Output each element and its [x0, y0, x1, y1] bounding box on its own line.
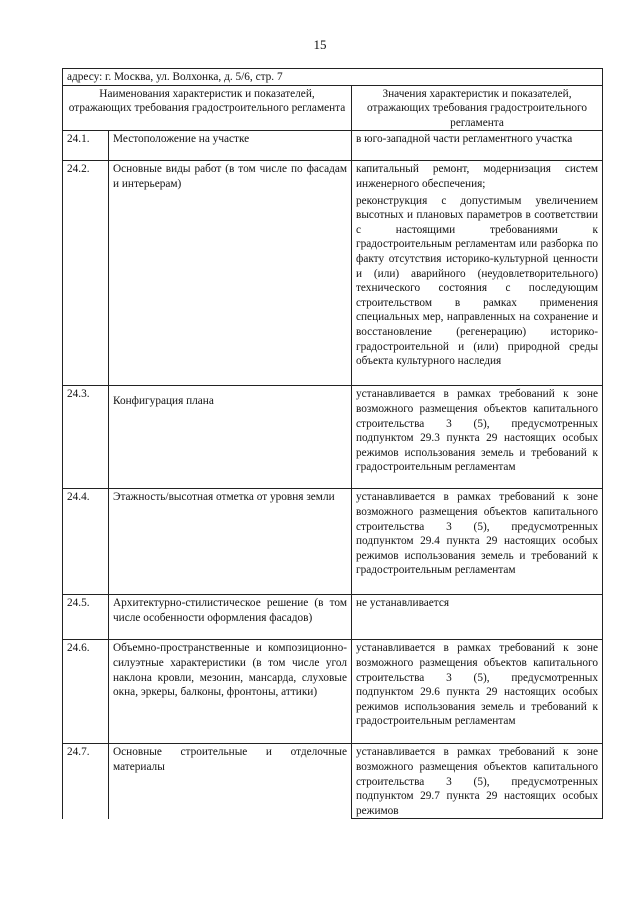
- header-left: Наименования характеристик и показателей, отражающих требования градостроительного регламента: [63, 85, 352, 131]
- table-row: [63, 640, 603, 744]
- row-value: [352, 640, 603, 744]
- row-value: [352, 744, 603, 819]
- value-paragraph: реконструкция с допустимым увеличением высотных и плановых параметров в соответствии с настоящими требованиями к градостроительным регламентам или разборка по факту отсутствия историко-культурной ценности и (или) аварийного (неудовлетворительного) технического состояния с последующим строительством в рамках применения специальных мер, направленных на сохранение и восстановление (регенерацию) историко-градостроительной и (или) природной среды объекта культурного наследия: [356, 194, 599, 368]
- row-characteristic: Объемно-пространственные и композиционно-силуэтные характеристики (в том числе угол наклона кровли, мезонин, мансарда, слуховые окна, эркеры, балконы, фронтоны, аттики): [109, 640, 352, 744]
- row-number: 24.7.: [63, 744, 109, 819]
- value-paragraph: в юго-западной части регламентного участка: [356, 133, 573, 146]
- row-value: [352, 595, 603, 640]
- row-characteristic: Основные виды работ (в том числе по фасадам и интерьерам): [109, 161, 352, 386]
- row-value: [352, 131, 603, 161]
- row-characteristic: Архитектурно-стилистическое решение (в том числе особенности оформления фасадов): [109, 595, 352, 640]
- row-value: [352, 489, 603, 595]
- table-row: [63, 386, 603, 489]
- row-characteristic: Конфигурация плана: [109, 386, 352, 489]
- header-row: [63, 85, 603, 131]
- table-row: [63, 131, 603, 161]
- row-value: [352, 386, 603, 489]
- row-characteristic: Местоположение на участке: [109, 131, 352, 161]
- row-characteristic: Этажность/высотная отметка от уровня земли: [109, 489, 352, 595]
- row-number: 24.3.: [63, 386, 109, 489]
- value-paragraph: капитальный ремонт, модернизация систем инженерного обеспечения;: [356, 163, 599, 190]
- row-value: [352, 161, 603, 386]
- header-right: Значения характеристик и показателей, отражающих требования градостроительного регламента: [352, 85, 603, 131]
- table-row: [63, 489, 603, 595]
- value-paragraph: устанавливается в рамках требований к зоне возможного размещения объектов капитального строительства 3 (5), предусмотренных подпунктом 29.3 пункта 29 настоящих особых режимов использования земель и требований к градостроительным регламентам: [356, 388, 599, 474]
- value-paragraph: устанавливается в рамках требований к зоне возможного размещения объектов капитального строительства 3 (5), предусмотренных подпунктом 29.4 пункта 29 настоящих особых режимов использования земель и требований к градостроительным регламентам: [356, 491, 599, 577]
- table-row: [63, 744, 603, 819]
- table-row: [63, 595, 603, 640]
- row-number: 24.4.: [63, 489, 109, 595]
- page-number: 15: [313, 37, 327, 52]
- address-text: адресу: г. Москва, ул. Волхонка, д. 5/6, стр. 7: [63, 69, 603, 86]
- regulation-table: [62, 68, 603, 819]
- row-number: 24.6.: [63, 640, 109, 744]
- row-characteristic: Основные строительные и отделочные материалы: [109, 744, 352, 819]
- value-paragraph: устанавливается в рамках требований к зоне возможного размещения объектов капитального строительства 3 (5), предусмотренных подпунктом 29.6 пункта 29 настоящих особых режимов использования земель и требований к градостроительным регламентам: [356, 642, 599, 728]
- row-number: 24.5.: [63, 595, 109, 640]
- value-paragraph: устанавливается в рамках требований к зоне возможного размещения объектов капитального строительства 3 (5), предусмотренных подпунктом 29.7 пункта 29 настоящих особых режимов: [356, 746, 599, 817]
- value-paragraph: не устанавливается: [356, 597, 450, 610]
- row-number: 24.1.: [63, 131, 109, 161]
- row-number: 24.2.: [63, 161, 109, 386]
- table-row: [63, 161, 603, 386]
- address-row: [63, 69, 603, 86]
